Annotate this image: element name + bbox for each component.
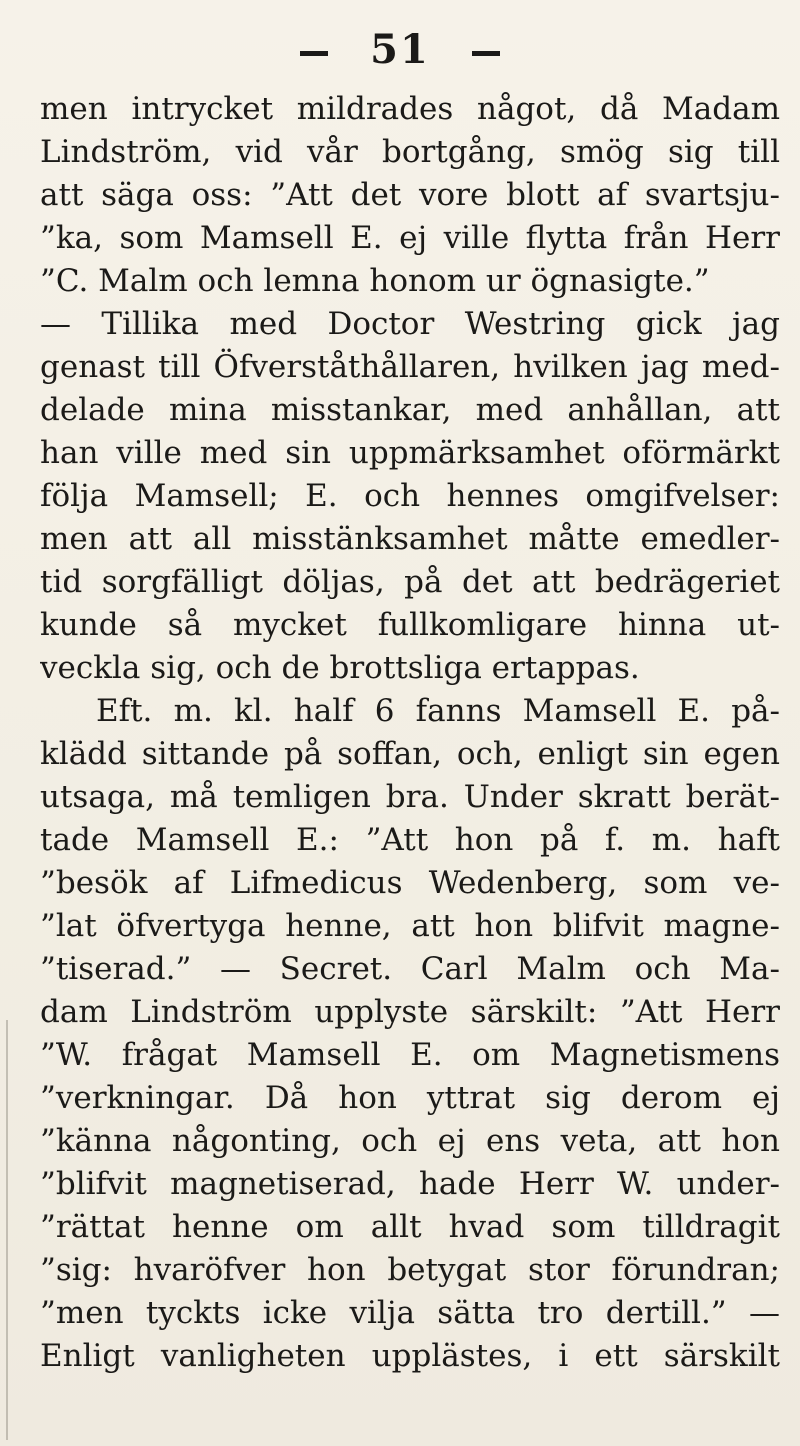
text-line: ”lat öfvertyga henne, att hon blifvit magne-	[40, 908, 780, 944]
text-line: ”sig: hvaröfver hon betygat stor förundran;	[40, 1252, 780, 1288]
text-line: att säga oss: ”Att det vore blott af svartsju-	[40, 177, 780, 213]
text-line: men intrycket mildrades något, då Madam	[40, 91, 780, 127]
text-line: ”W. frågat Mamsell E. om Magnetismens	[40, 1037, 780, 1073]
header-dash-right	[472, 51, 500, 56]
text-line: ”känna någonting, och ej ens veta, att hon	[40, 1123, 780, 1159]
page-header	[0, 24, 800, 76]
header-dash-left	[300, 51, 328, 56]
text-line: Lindström, vid vår bortgång, smög sig till	[40, 134, 780, 170]
text-line: ”verkningar. Då hon yttrat sig derom ej	[40, 1080, 780, 1116]
text-line: ”C. Malm och lemna honom ur ögnasigte.”	[40, 263, 710, 299]
page-number: 51	[370, 26, 430, 73]
text-line: — Tillika med Doctor Westring gick jag	[40, 306, 780, 342]
text-line: men att all misstänksamhet måtte emedler-	[40, 521, 780, 557]
text-line: tade Mamsell E.: ”Att hon på f. m. haft	[40, 822, 780, 858]
text-line: delade mina misstankar, med anhållan, att	[40, 392, 780, 428]
text-line: tid sorgfälligt döljas, på det att bedrägeriet	[40, 564, 780, 600]
text-line: Eft. m. kl. half 6 fanns Mamsell E. på-	[96, 693, 780, 729]
text-line: följa Mamsell; E. och hennes omgifvelser:	[40, 478, 780, 514]
text-line: genast till Öfverståthållaren, hvilken jag med-	[40, 349, 780, 385]
text-line: han ville med sin uppmärksamhet oförmärkt	[40, 435, 780, 471]
text-line: kunde så mycket fullkomligare hinna ut-	[40, 607, 780, 643]
text-line: klädd sittande på soffan, och, enligt sin egen	[40, 736, 780, 772]
page-edge-shadow	[6, 1020, 8, 1440]
text-line: ”rättat henne om allt hvad som tilldragit	[40, 1209, 780, 1245]
body-text	[40, 88, 780, 1378]
text-line: veckla sig, och de brottsliga ertappas.	[40, 650, 640, 686]
text-line: ”men tyckts icke vilja sätta tro dertill.” —	[40, 1295, 780, 1331]
text-line: ”blifvit magnetiserad, hade Herr W. under-	[40, 1166, 780, 1202]
text-line: ”besök af Lifmedicus Wedenberg, som ve-	[40, 865, 780, 901]
text-line: ”ka, som Mamsell E. ej ville flytta från Herr	[40, 220, 780, 256]
text-line: ”tiserad.” — Secret. Carl Malm och Ma-	[40, 951, 780, 987]
text-line: dam Lindström upplyste särskilt: ”Att Herr	[40, 994, 780, 1030]
text-line: Enligt vanligheten upplästes, i ett särskilt	[40, 1338, 780, 1374]
text-line: utsaga, må temligen bra. Under skratt berät-	[40, 779, 780, 815]
